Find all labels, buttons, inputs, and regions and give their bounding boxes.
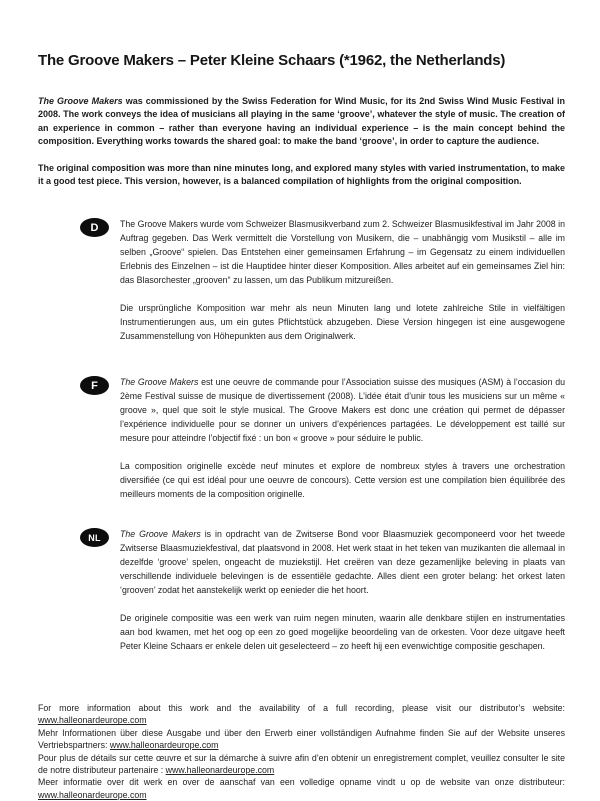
dutch-paragraph-1-text: is in opdracht van de Zwitserse Bond voor Blaasmuziek gecomponeerd voor het tweede Zwitserse Blaasmuziekfestival, dat plaatsvond in 2008. Het werk staat in het teken van muzikanten die allemaal in dezelfde ‘groove’ spelen, ongeacht de muziekstijl. Het creëren van deze gezamenlijke beleving in plaats van verschillende individuele belevingen is de essentiële gedachte. Alles dient een groter belang: het orkest laten ‘grooven’ zodat het aanstekelijk werkt op eenieder die het hoort. bbox=[120, 529, 566, 595]
footer-text-french: Pour plus de détails sur cette œuvre et sur la démarche à suivre afin d’en obtenir un enregistrement complet, veuillez consulter le site de notre distributeur partenaire : bbox=[38, 752, 565, 776]
section-german bbox=[80, 217, 565, 343]
footer-line-german bbox=[38, 727, 565, 752]
distributor-link-german[interactable]: www.halleonardeurope.com bbox=[109, 740, 219, 751]
english-paragraph-1 bbox=[38, 95, 565, 149]
footer-text-german: Mehr Informationen über diese Ausgabe und über den Erwerb einer vollständigen Aufnahme finden Sie auf der Website unseres Vertriebspartners: bbox=[38, 727, 565, 751]
german-paragraph-1-text: The Groove Makers wurde vom Schweizer Blasmusikverband zum 2. Schweizer Blasmusikfestival im Jahr 2008 in Auftrag gegeben. Das Werk vermittelt die Vorstellung von Musikern, die – unabhängig vom Musikstil – alle im selben „Groove“ spielen. Das Entstehen einer gemeinsamen Erfahrung – im Gegensatz zu einem individuellen Erlebnis des Einzelnen – ist die Hauptidee hinter dieser Komposition. Alles arbeitet auf ein gemeinsames Ziel hin: das Blasorchester „grooven“ zu lassen, um das Publikum mitzureißen. bbox=[120, 219, 565, 285]
german-paragraph-1 bbox=[120, 217, 565, 287]
footer-text-english: For more information about this work and the availability of a full recording, please visit our distributor’s website: bbox=[38, 703, 565, 713]
language-badge-german: D bbox=[80, 218, 109, 237]
english-paragraph-2: The original composition was more than nine minutes long, and explored many styles with varied instrumentation, to make it a good test piece. This version, however, is a balanced compilation of highlights from the original composition. bbox=[38, 162, 565, 187]
language-badge-dutch: NL bbox=[80, 528, 109, 547]
footer-text-dutch: Meer informatie over dit werk en over de aanschaf van een volledige opname vindt u op de website van onze distributeur: bbox=[38, 777, 565, 788]
french-paragraph-1-text: est une oeuvre de commande pour l’Association suisse des musiques (ASM) à l’occasion du 2ème Festival suisse de musique de divertissement (2008). L’idée était d’unir tous les musiciens sur un même « groove », quel que soit le style musical. The Groove Makers est donc une création qui permet de dépasser l’expérience individuelle pour se donner un univers d’expériences partagées. Le développement est taillé sur mesure pour atteindre l’objectif fixé : un bon « groove » pour séduire le public. bbox=[120, 377, 566, 443]
distributor-footer bbox=[38, 702, 565, 801]
dutch-paragraph-1 bbox=[120, 527, 565, 597]
footer-line-dutch bbox=[38, 776, 565, 801]
german-paragraph-2: Die ursprüngliche Komposition war mehr als neun Minuten lang und lotete zahlreiche Stile in vielfältigen Instrumentierungen aus, um ein gutes Pflichtstück abzugeben. Diese Version hingegen ist eine ausgewogene Zusammenstellung von Höhepunkten aus dem Originalwerk. bbox=[120, 303, 565, 341]
distributor-link-french[interactable]: www.halleonardeurope.com bbox=[165, 765, 275, 776]
french-text bbox=[120, 375, 565, 501]
work-title-italic: The Groove Makers bbox=[120, 377, 199, 387]
section-dutch bbox=[80, 527, 565, 653]
dutch-paragraph-2: De originele compositie was een werk van ruim negen minuten, waarin alle denkbare stijlen en instrumentaties aan bod kwamen, met het oog op een zo goed mogelijke beoordeling van de orkesten. Voor deze uitgave heeft Peter Kleine Schaars er enkele delen uit geselecteerd – zo heeft hij een evenwichtige compositie geschapen. bbox=[120, 613, 565, 651]
page-title: The Groove Makers – Peter Kleine Schaars (*1962, the Netherlands) bbox=[38, 52, 506, 70]
english-intro bbox=[38, 95, 565, 201]
footer-line-french bbox=[38, 752, 565, 777]
french-paragraph-1 bbox=[120, 375, 565, 445]
work-title-italic: The Groove Makers bbox=[38, 96, 123, 106]
german-text bbox=[120, 217, 565, 343]
work-title-italic: The Groove Makers bbox=[120, 529, 201, 539]
distributor-link-dutch[interactable]: www.halleonardeurope.com bbox=[38, 789, 147, 800]
language-badge-french: F bbox=[80, 376, 109, 395]
distributor-link-english[interactable]: www.halleonardeurope.com bbox=[38, 715, 147, 726]
section-french bbox=[80, 375, 565, 501]
french-paragraph-2: La composition originelle excède neuf minutes et explore de nombreux styles à travers une orchestration diversifiée (ce qui est idéal pour une oeuvre de concours). Cette version est une compilation bien équilibrée des meilleurs moments de la composition originelle. bbox=[120, 461, 565, 499]
english-paragraph-1-text: was commissioned by the Swiss Federation for Wind Music, for its 2nd Swiss Wind Music Festival in 2008. The work conveys the idea of musicians all playing in the same ‘groove’, whatever the style of music. The creation of an experience in common – rather than everyone having an individual experience – is the main concept behind the composition. Everything works towards the shared goal: to make the band ‘groove’, in order to capture the audience. bbox=[38, 96, 565, 147]
footer-line-english bbox=[38, 702, 565, 727]
dutch-text bbox=[120, 527, 565, 653]
